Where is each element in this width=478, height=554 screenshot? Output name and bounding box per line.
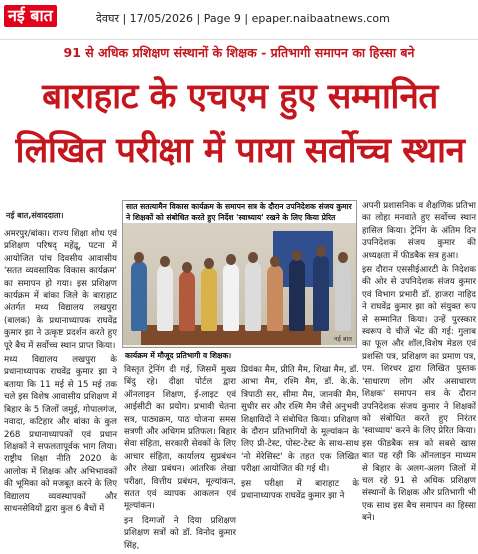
person-figure [313,255,329,331]
article-column-mid [124,364,236,554]
photo-caption-bottom: कार्यक्रम में मौजूद प्रतिभागी व शिक्षक। [122,349,357,363]
article-photo-box [122,200,357,348]
person-head [160,256,170,267]
person-head [316,246,326,257]
paragraph: इन दिग्गजों ने दिया प्रशिक्षण प्रशिक्षण सत्रों को डॉ. विनोद कुमार सिंह, [124,515,236,551]
person-head [204,258,214,269]
person-head [338,252,348,263]
headline-line-2: लिखित परीक्षा में पाया सर्वोच्च स्थान [15,131,465,171]
person-head [182,262,192,273]
person-head [248,252,258,263]
person-figure [157,265,173,331]
paragraph: विस्तृत ट्रेनिंग दी गई, जिसमें मुख्य बिंदु रहे। दीक्षा पोर्टल द्वारा ऑनलाइन शिक्षण, ई-लाइट एवं आईसीटी का प्रयोग। प्रभावी चेतना सत्र, पाठ्यक्रम, पाठ योजना समस सत्रणी और अधिगम प्रतिफल। बिहार सेवा संहिता, सरकारी सेवकों के लिए आचार संहिता, कार्यालय सुप्रबंधन और लेखा प्रबंधन। आंतरिक लेखा परीक्षा, वित्तीय प्रबंधन, मूल्यांकन, सतत एवं व्यापक आकलन एवं मूल्यांकन। [124,365,236,512]
article-kicker: 91 से अधिक प्रशिक्षण संस्थानों के शिक्षक - प्रतिभागी समापन का हिस्सा बने [63,45,415,60]
person-head [226,254,236,265]
paragraph: प्रियंका मैम, प्रीति मैम, शिखा मैम, डॉ. आभा मैम, रश्मि मैम, डॉ. के.के. त्रिपाठी सर, सीमा मैम, जानकी मैम, सुधीर सर और रश्मि मैम जैसे अनुभवी शिक्षाविदों ने संबोधित किया। प्रशिक्षण के दौरान प्रतिभागियों के मूल्यांकन के लिए प्री-टेस्ट, पोस्ट-टेस्ट के साथ-साथ 'नो मेरेसिस्ट' के तहत एक लिखित परीक्षा आयोजित की गई थी। [241,365,359,475]
article-column-left [4,228,117,517]
headline-line-1: बाराहाट के एचएम हुए सम्मानित [42,77,438,117]
person-figure [179,271,195,331]
article-column-mid-right [241,364,359,504]
paragraph: मध्य विद्यालय लखपुरा के प्रधानाध्यापक राघवेंद्र कुमार झा ने बताया कि 11 मई से 15 मई तक चले इस विशेष आवासीय प्रशिक्षण में बिहार के 5 जिलों जमुई, गोपालगंज, नवादा, कटिहार और बांका के कुल 268 प्रधानाध्यापकों एवं प्रधान शिक्षकों ने सफलतापूर्वक भाग लिया। राष्ट्रीय शिक्षा नीति 2020 के आलोक में शिक्षक और अभिभावकों की भूमिका को मजबूत करने के लिए विद्यालय व्यवस्थापकों और साधनसेवियों द्वारा कुल 6 बैचों में [4,355,117,514]
photo-caption-top: सात सतत्यामैन विकास कार्यक्रम के समापन सत्र के दौरान उपनिदेशक संजय कुमार ने शिक्षकों को संबोधित करते हुए निर्देश 'स्वाध्याय' रखने के लिए किया प्रेरित [123,201,356,223]
person-figure [267,265,283,331]
person-figure [245,261,261,331]
article-column-right [362,200,476,527]
person-figure [335,261,351,331]
person-head [292,250,302,261]
paragraph: अपनी प्रशासनिक व शैक्षणिक प्रतिभा का लोहा मनवाते हुए सर्वोच्च स्थान हासिल किया। ट्रेनिंग के अंतिम दिन उपनिदेशक संजय कुमार की अध्यक्षता में फीडबैक सत्र हुआ। [362,201,476,261]
paragraph: इस दौरान एससीईआरटी के निदेशक की ओर से उपनिदेशक संजय कुमार एवं विभाग प्रभारी डॉ. हाजरा नाहिद ने राघवेंद्र कुमार झा को संयुक्त रूप से सम्मानित किया। उन्हें पुरस्कार स्वरूप ये चीजें भेंट की गई: गुलाब का फूल और शॉल,विशेष मेडल एवं प्रशस्ति पत्र, प्रशिक्षण का प्रमाण पत्र, एम. शिरधर द्वारा लिखित पुस्तक 'साधारण लोग और असाधारण शिक्षक' समापन सत्र के दौरान उपनिदेशक संजय कुमार ने शिक्षकों को संबोधित करते हुए निरंतर 'स्वाध्याय' करने के लिए प्रेरित किया। इस फीडबैक सत्र को सबसे खास बात यह रही कि ऑनलाइन माध्यम से बिहार के अलग-अलग जिलों में चल रहे 91 से अधिक प्रशिक्षण संस्थानों के शिक्षक और प्रतिभागी भी एक साथ इस बैच समापन का हिस्सा बने। [362,265,476,524]
person-figure [201,267,217,331]
paragraph: अमरपुर/बांका। राज्य शिक्षा शोध एवं प्रशिक्षण परिषद् महेंद्रू, पटना में आयोजित पांच दिवसीय आवासीय 'सतत व्यवसायिक विकास कार्यक्रम' का समापन हो गया। इस प्रशिक्षण कार्यक्रम में बांका जिले के बाराहाट अंतर्गत मध्य विद्यालय लखपुरा (बालक) के प्रधानाध्यापक राघवेंद्र कुमार झा ने उत्कृष्ट प्रदर्शन करते हुए पूरे बैच में सर्वोच्च स्थान प्राप्त किया। [4,229,117,351]
person-figure [289,259,305,331]
person-figure [223,263,239,331]
event-photo[interactable] [123,223,356,345]
edition-meta: देवघर | 17/05/2026 | Page 9 | epaper.naibaatnews.com [96,12,390,25]
person-head [134,252,144,263]
paragraph: इस परीक्षा में बाराहाट के प्रधानाध्यापक राघवेंद्र कुमार झा ने [241,478,359,502]
article-headline [6,70,474,178]
person-figure [131,261,147,331]
masthead-bar [0,0,478,40]
person-head [270,256,280,267]
article-byline: नई बात,संवाददाता। [6,211,64,220]
newspaper-logo[interactable]: नई बात [4,5,57,27]
photo-credit: नई बात [334,335,352,343]
